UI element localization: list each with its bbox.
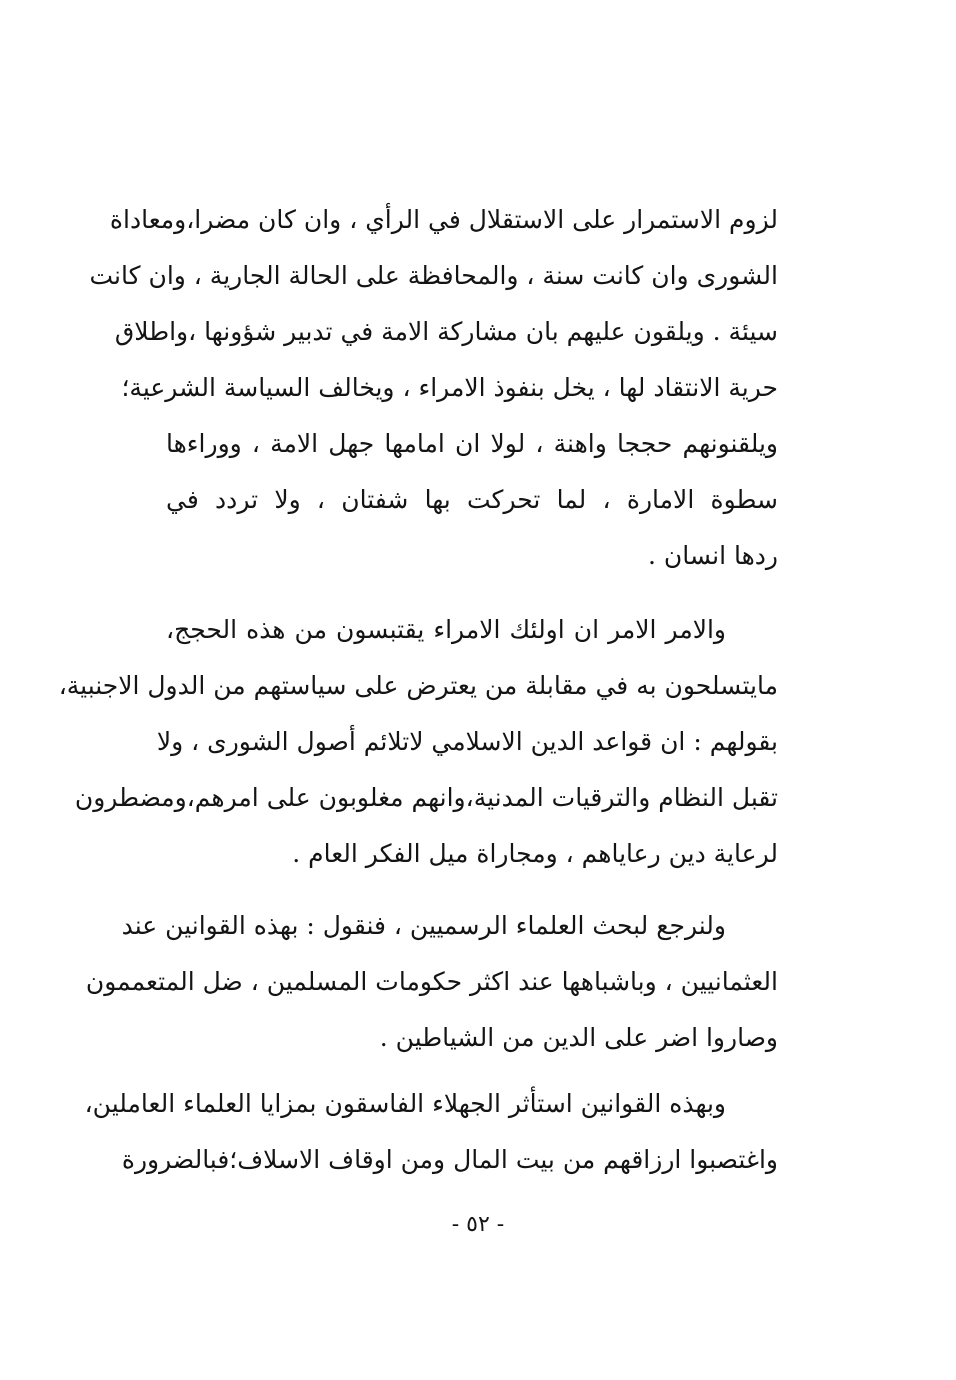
- text-line: الشورى وان كانت سنة ، والمحافظة على الحالة الجارية ، وان كانت: [89, 261, 778, 290]
- text-line: حرية الانتقاد لها ، يخل بنفوذ الامراء ، ويخالف السياسة الشرعية؛: [121, 373, 778, 402]
- text-line: لزوم الاستمرار على الاستقلال في الرأي ، وان كان مضرا،ومعاداة: [109, 205, 778, 234]
- text-line: ولنرجع لبحث العلماء الرسميين ، فنقول : بهذه القوانين عند: [121, 911, 726, 940]
- text-line: سطوة الامارة ، لما تحركت بها شفتان ، ولا تردد في: [166, 485, 778, 514]
- text-line: ويلقنونهم حججا واهنة ، لولا ان امامها جهل الامة ، ووراءها: [166, 429, 779, 458]
- text-line: لرعاية دين رعاياهم ، ومجاراة ميل الفكر العام .: [292, 839, 778, 868]
- paragraph-3: [85, 898, 778, 1066]
- text-line: مايتسلحون به في مقابلة من يعترض على سياستهم من الدول الاجنبية،: [58, 671, 778, 700]
- text-line: والامر الامر ان اولئك الامراء يقتبسون من هذه الحجج،: [166, 615, 726, 644]
- text-line: ردها انسان .: [647, 541, 778, 570]
- paragraph-2: [58, 602, 778, 882]
- text-line: وصاروا اضر على الدين من الشياطين .: [379, 1023, 778, 1052]
- text-line: وبهذه القوانين استأثر الجهلاء الفاسقون بمزايا العلماء العاملين،: [84, 1089, 726, 1118]
- text-line: سيئة . ويلقون عليهم بان مشاركة الامة في تدبير شؤونها ،واطلاق: [114, 317, 778, 346]
- paragraph-1: [89, 192, 779, 584]
- text-line: تقبل النظام والترقيات المدنية،وانهم مغلوبون على امرهم،ومضطرون: [74, 783, 778, 812]
- text-line: بقولهم : ان قواعد الدين الاسلامي لاتلائم أصول الشورى ، ولا: [156, 727, 778, 756]
- paragraph-4: [84, 1076, 778, 1188]
- page-number: - ٥٢ -: [451, 1212, 505, 1237]
- text-line: العثمانيين ، وباشباهها عند اكثر حكومات المسلمين ، ضل المتعممون: [85, 967, 778, 996]
- text-line: واغتصبوا ارزاقهم من بيت المال ومن اوقاف الاسلاف؛فبالضرورة: [121, 1145, 778, 1174]
